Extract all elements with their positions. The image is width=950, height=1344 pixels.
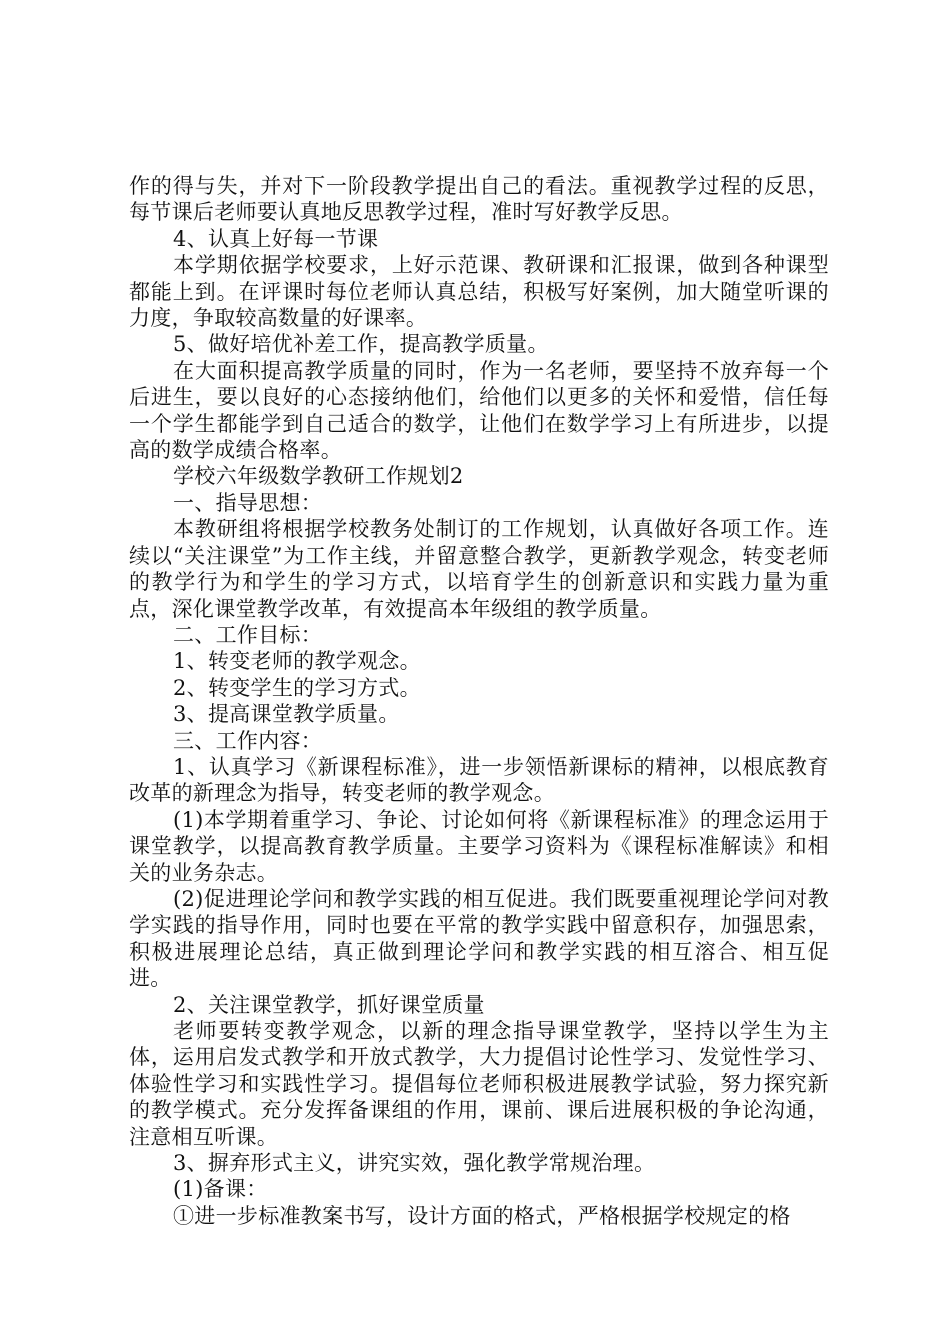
paragraph-21: ①进一步标准教案书写，设计方面的格式，严格根据学校规定的格 (173, 1203, 791, 1228)
paragraph-4: 5、做好培优补差工作，提高教学质量。 (173, 332, 549, 357)
paragraph-5: 在大面积提高教学质量的同时，作为一名老师，要坚持不放弃每一个后进生，要以良好的心态接纳他们，给他们以更多的关怀和爱惜，信任每一个学生都能学到自己适合的数学，让他们在数学学习上有所进步，以提高的数学成绩合格率。 (129, 358, 829, 463)
paragraph-19: 3、摒弃形式主义，讲究实效，强化教学常规治理。 (173, 1151, 656, 1176)
paragraph-15: (1)本学期着重学习、争论、讨论如何将《新课程标准》的理念运用于课堂教学，以提高教育教学质量。主要学习资料为《课程标准解读》和相关的业务杂志。 (129, 807, 829, 885)
paragraph-18: 老师要转变教学观念，以新的理念指导课堂教学，坚持以学生为主体，运用启发式教学和开放式教学，大力提倡讨论性学习、发觉性学习、体验性学习和实践性学习。提倡每位老师积极进展教学试验，努力探究新的教学模式。充分发挥备课组的作用，课前、课后进展积极的争论沟通，注意相互听课。 (129, 1019, 829, 1149)
paragraph-12: 3、提高课堂教学质量。 (173, 702, 400, 727)
paragraph-17: 2、关注课堂教学，抓好课堂质量 (173, 992, 485, 1017)
paragraph-16: (2)促进理论学问和教学实践的相互促进。我们既要重视理论学问对教学实践的指导作用，同时也要在平常的教学实践中留意积存，加强思索，积极进展理论总结，真正做到理论学问和教学实践的相互溶合、相互促进。 (129, 886, 829, 991)
paragraph-2: 4、认真上好每一节课 (173, 226, 379, 251)
paragraph-20: (1)备课： (173, 1177, 268, 1202)
paragraph-11: 2、转变学生的学习方式。 (173, 675, 421, 700)
paragraph-6: 学校六年级数学教研工作规划2 (173, 464, 464, 489)
paragraph-10: 1、转变老师的教学观念。 (173, 649, 421, 674)
paragraph-9: 二、工作目标： (173, 622, 323, 647)
paragraph-8: 本教研组将根据学校教务处制订的工作规划，认真做好各项工作。连续以“关注课堂”为工作主线，并留意整合教学，更新教学观念，转变老师的教学行为和学生的学习方式，以培育学生的创新意识和实践力量为重点，深化课堂教学改革，有效提高本年级组的教学质量。 (129, 517, 829, 621)
paragraph-3: 本学期依据学校要求，上好示范课、教研课和汇报课，做到各种课型都能上到。在评课时每位老师认真总结，积极写好案例，加大随堂听课的力度，争取较高数量的好课率。 (129, 253, 829, 331)
document-body (129, 173, 829, 1229)
paragraph-13: 三、工作内容： (173, 728, 323, 753)
paragraph-7: 一、指导思想： (173, 490, 323, 515)
paragraph-14: 1、认真学习《新课程标准》，进一步领悟新课标的精神，以根底教育改革的新理念为指导，转变老师的教学观念。 (129, 754, 829, 806)
paragraph-1: 作的得与失，并对下一阶段教学提出自己的看法。重视教学过程的反思，每节课后老师要认真地反思教学过程，准时写好教学反思。 (129, 174, 829, 225)
